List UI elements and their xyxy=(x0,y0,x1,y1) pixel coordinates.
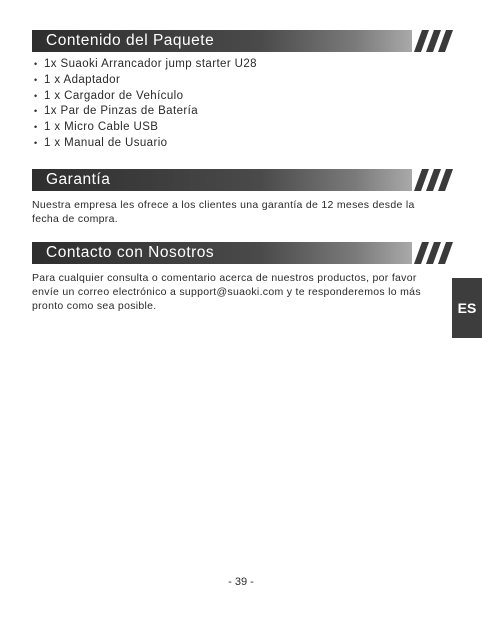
page-number: - 39 - xyxy=(228,576,254,588)
language-tab xyxy=(452,278,482,338)
stripes-decoration xyxy=(414,30,454,52)
section-header-package xyxy=(32,30,452,52)
list-item: • 1 x Cargador de Vehículo xyxy=(34,89,257,105)
stripes-decoration xyxy=(414,242,454,264)
warranty-text: Nuestra empresa les ofrece a los clientes una garantía de 12 meses desde la fecha de compra. xyxy=(32,199,415,226)
bullet-icon: • xyxy=(34,122,38,133)
list-item: • 1x Suaoki Arrancador jump starter U28 xyxy=(34,57,257,73)
list-item: • 1x Par de Pinzas de Batería xyxy=(34,104,257,120)
bullet-icon: • xyxy=(34,59,38,69)
stripes-decoration xyxy=(414,169,454,191)
list-item: • 1 x Manual de Usuario xyxy=(34,136,257,152)
section-title-warranty: Garantía xyxy=(46,171,111,188)
section-title-contact: Contacto con Nosotros xyxy=(46,244,215,261)
section-header-warranty xyxy=(32,169,452,191)
contact-text: Para cualquier consulta o comentario acerca de nuestros productos, por favor envíe un correo electrónico a support@suaoki.com y te responderemos lo más pronto como sea posible. xyxy=(32,272,421,313)
bullet-icon: • xyxy=(34,74,38,85)
section-title-package: Contenido del Paquete xyxy=(46,32,215,49)
bullet-icon: • xyxy=(34,137,38,148)
bullet-icon: • xyxy=(34,90,38,101)
list-item: • 1 x Adaptador xyxy=(34,73,257,89)
bullet-icon: • xyxy=(34,106,38,117)
language-tab-label: ES xyxy=(457,300,477,316)
list-item: • 1 x Micro Cable USB xyxy=(34,120,257,136)
package-list xyxy=(34,57,257,152)
section-header-contact xyxy=(32,242,452,264)
